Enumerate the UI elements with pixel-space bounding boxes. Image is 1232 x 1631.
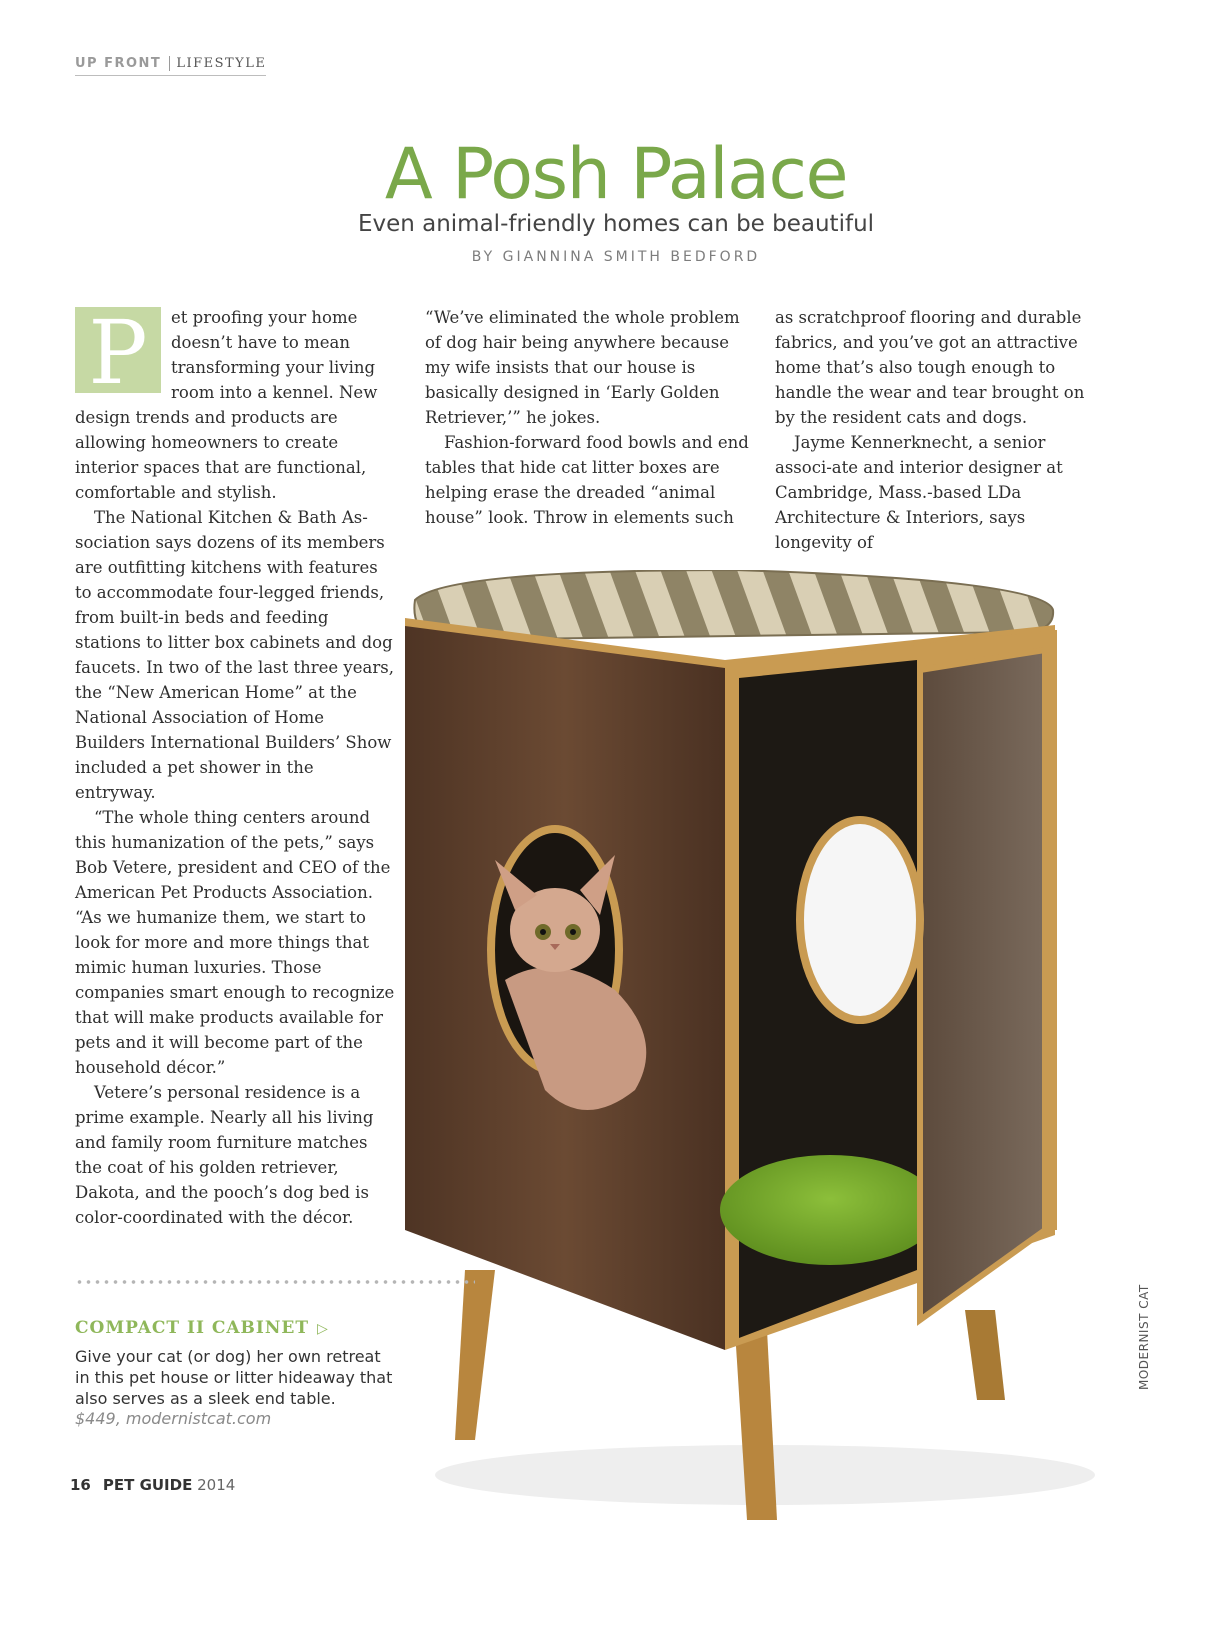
- caption-price: $449, modernistcat.com: [75, 1409, 272, 1428]
- paragraph: “The whole thing centers around this humanization of the pets,” says Bob Vetere, president and CEO of the American Pet Products Association. “As we humanize them, we start to look for more and more things that mimic human luxuries. Those companies smart enough to recognize that will make products available for pets and it will become part of the household décor.”: [75, 808, 395, 1077]
- article-title: A Posh Palace: [384, 133, 848, 215]
- paragraph: as scratchproof flooring and durable fabrics, and you’ve got an attractive home that’s also tough enough to handle the wear and tear brought on by the resident cats and dogs.: [775, 308, 1085, 427]
- caption-title-text: COMPACT II CABINET: [75, 1318, 310, 1338]
- door-porthole: [800, 820, 920, 1020]
- dotted-divider: [75, 1279, 475, 1285]
- caption-text: Give your cat (or dog) her own retreat in this pet house or litter hideaway that also serves as a sleek end table.: [75, 1347, 393, 1408]
- paragraph: The National Kitchen & Bath As-sociation says dozens of its members are outfitting kitchens with features to accommodate four-legged friends, from built-in beds and feeding stations to litter box cabinets and dog faucets. In two of the last three years, the “New American Home” at the National Association of Home Builders International Builders’ Show included a pet shower in the entryway.: [75, 508, 394, 802]
- leg: [455, 1270, 495, 1440]
- article-byline: BY GIANNINA SMITH BEDFORD: [471, 249, 761, 265]
- subsection-label: LIFESTYLE: [176, 56, 267, 71]
- drop-cap: P: [75, 307, 161, 393]
- magazine-name: PET GUIDE: [102, 1476, 193, 1494]
- article-column-3: [775, 305, 1100, 555]
- cabinet-photo: [405, 570, 1125, 1530]
- paragraph: “We’ve eliminated the whole problem of dog hair being anywhere because my wife insists that our house is basically designed in ‘Early Golden Retriever,’” he jokes.: [425, 308, 740, 427]
- article-subtitle: Even animal-friendly homes can be beautiful: [357, 211, 875, 237]
- section-label: UP FRONT: [75, 56, 170, 71]
- page-footer: [70, 1476, 235, 1494]
- section-tag: [75, 56, 266, 76]
- article-column-2: [425, 305, 750, 530]
- photo-credit: MODERNIST CAT: [1137, 1284, 1151, 1390]
- paragraph: Jayme Kennerknecht, a senior associ-ate and interior designer at Cambridge, Mass.-based LDa Architecture & Interiors, says longevity of: [775, 433, 1063, 552]
- paragraph: Fashion-forward food bowls and end tables that hide cat litter boxes are helping erase the dreaded “animal house” look. Throw in elements such: [425, 433, 749, 527]
- paragraph: Vetere’s personal residence is a prime example. Nearly all his living and family room furniture matches the coat of his golden retriever, Dakota, and the pooch’s dog bed is color-coordinated with the décor.: [75, 1083, 374, 1227]
- issue-year: 2014: [197, 1476, 236, 1494]
- green-cushion: [720, 1155, 940, 1265]
- article-column-1: [75, 301, 395, 1230]
- page-number: 16: [70, 1476, 91, 1494]
- paragraph: et proofing your home doesn’t have to mean transforming your living room into a kennel. New design trends and products are allowing homeowners to create interior spaces that are functional, comfortable and stylish.: [75, 308, 378, 502]
- play-arrow-icon: ▷: [317, 1321, 329, 1337]
- striped-cushion: [414, 570, 1053, 640]
- leg: [965, 1310, 1005, 1400]
- caption-title: [75, 1318, 329, 1338]
- cabinet-door: [920, 650, 1045, 1320]
